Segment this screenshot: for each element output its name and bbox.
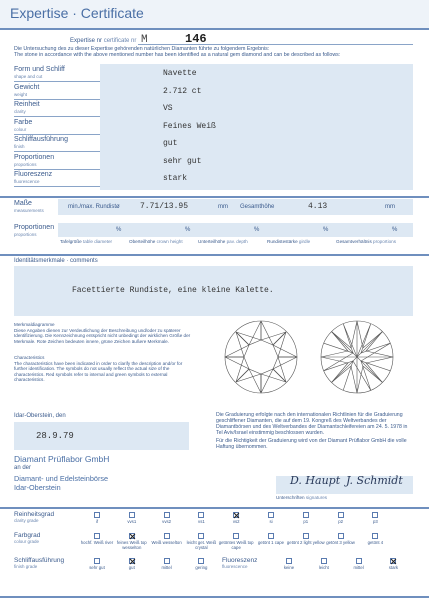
property-label: Proportionen: [14, 153, 55, 161]
grade-label: getönt 1 cape: [257, 540, 285, 545]
grading-note-1: Die Graduierung erfolgte nach den internationalen Richtlinien für die Graduierung geschliffener Diamanten, die auf dem 19. Kongreß des Weltverbandes der Diamantbörsen und des Weltverbandes der Diamantschleifereien am 24. 5. 1978 in Tel Aviv/Israel einstimmig beschlossen wurden.: [216, 412, 408, 436]
property-value: gut: [163, 139, 178, 148]
scale-sublabel: finish grade: [14, 564, 38, 569]
grade-label: vvs1: [127, 519, 137, 524]
diagram-notes-title-de: Merkmaldiagramme: [14, 322, 55, 327]
property-sublabel: proportions: [14, 161, 37, 167]
grade-checkbox: [164, 512, 170, 518]
identification-title: Identitätsmerkmale · comments: [14, 258, 98, 264]
grade-checkbox: [321, 558, 327, 564]
grade-checkbox: [129, 558, 135, 564]
grade-label: if: [95, 519, 99, 524]
grade-checkbox: [233, 533, 239, 539]
grade-label: keine: [283, 565, 295, 570]
measurements-sub: measurements: [14, 208, 44, 213]
crown-view-diagram: [222, 318, 300, 396]
proportion-field-caption: Gesamtverhältnis proportions: [336, 239, 397, 244]
grade-checkbox: [268, 533, 274, 539]
lab-line2: an der: [14, 465, 32, 471]
pavilion-view-diagram: [318, 318, 396, 396]
proportion-field-caption: Rundistestärke girdle: [267, 239, 311, 244]
proportion-field-caption: Tafelgröße table diameter: [60, 239, 113, 244]
proportions-row-sub: proportions: [14, 232, 37, 237]
percent-sign: %: [185, 227, 191, 233]
scale-sublabel: clarity grade: [14, 518, 39, 523]
certificate-nr-label: Expertise nr certificate nr: [70, 38, 137, 44]
grade-label: leicht: [318, 565, 329, 570]
scale-label: Fluoreszenz: [222, 557, 258, 564]
property-value: Navette: [163, 69, 197, 78]
intro-en: The stone in accordance with the above mentioned number has been identified as a natural gem diamond and can be described as follows:: [14, 52, 341, 58]
measurements-label: Maße: [14, 200, 32, 207]
percent-sign: %: [392, 227, 398, 233]
grade-label: gut: [128, 565, 135, 570]
proportions-row-panel: [58, 223, 413, 237]
property-label: Fluoreszenz: [14, 171, 53, 178]
property-value: sehr gut: [163, 156, 202, 166]
grade-checkbox: [303, 533, 309, 539]
signature-1: D. Haupt: [290, 474, 341, 487]
grade-checkbox: [303, 512, 309, 518]
properties-panel: [100, 64, 413, 190]
grade-label: sehr gut: [89, 565, 105, 570]
grade-label: p3: [373, 519, 378, 524]
grade-label: si: [269, 519, 273, 524]
grade-label: getönt 2 light yellow: [286, 540, 325, 545]
grade-checkbox: [198, 512, 204, 518]
scale-label: Schliffausführung: [14, 557, 65, 564]
diagram-notes-title-en: Characteristics: [14, 355, 45, 360]
grade-label: feines Weiß top wesselton: [116, 540, 147, 550]
lab-line3: Diamant- und Edelsteinbörse: [14, 474, 109, 483]
grade-checkbox: [286, 558, 292, 564]
property-label: Farbe: [14, 118, 33, 126]
grade-label: leicht get. Weiß crystal: [186, 540, 217, 550]
grade-checkbox: [94, 558, 100, 564]
diameter-unit: mm: [218, 204, 228, 210]
grade-checkbox: [198, 533, 204, 539]
grade-checkbox: [198, 558, 204, 564]
grade-checkbox: [268, 512, 274, 518]
grade-label: gering: [195, 565, 208, 570]
certificate-nr-prefix: M: [141, 34, 148, 46]
grade-label: vvs2: [162, 519, 172, 524]
scale-sublabel: fluorescence: [222, 564, 248, 569]
proportion-field-caption: Unterteilhöhe pav. depth: [198, 239, 248, 244]
grade-label: mittel: [353, 565, 364, 570]
issue-date: 28.9.79: [36, 431, 74, 441]
grade-label: getöntes Weiß top cape: [218, 540, 254, 550]
grade-checkbox: [390, 558, 396, 564]
property-label: Gewicht: [14, 83, 40, 91]
property-sublabel: weight: [14, 91, 28, 97]
property-label: Reinheit: [14, 101, 40, 108]
grade-label: getönt 4: [367, 540, 384, 545]
property-value: VS: [163, 104, 173, 113]
grade-checkbox: [94, 512, 100, 518]
diameter-label: min./max. Rundistø: [68, 204, 120, 210]
grade-checkbox: [338, 533, 344, 539]
grade-checkbox: [164, 558, 170, 564]
lab-name: Diamant Prüflabor GmbH: [14, 454, 110, 464]
grade-checkbox: [94, 533, 100, 539]
property-sublabel: shape and cut: [14, 74, 43, 79]
place-label: Idar-Oberstein, den: [14, 413, 66, 419]
grade-label: p2: [338, 519, 343, 524]
grade-label: vs1: [198, 519, 205, 524]
property-value: 2.712 ct: [163, 86, 202, 96]
property-value: stark: [163, 174, 188, 183]
percent-sign: %: [254, 227, 260, 233]
grade-label: getönt 3 yellow: [326, 540, 355, 545]
proportion-field-caption: Oberteilhöhe crown height: [129, 239, 183, 244]
grading-note-2: Für die Richtigkeit der Graduierung wird von der Diamant Prüflabor GmbH die volle Haftung übernommen.: [216, 438, 407, 450]
grade-label: p1: [303, 519, 309, 524]
grade-label: hochf. Weiß river: [80, 540, 114, 545]
page-title: Expertise · Certificate: [10, 5, 144, 21]
diagram-notes-de: Diese Angaben dienen zur Verdeutlichung der Beschreibung und/oder zu späterer Identifizierung. Die Kennzeichnung entspricht nicht unbedingt der wirklichen Größe der Merkmale. Rote Zeichen bedeuten innere, grüne Zeichen äußere Merkmale.: [14, 328, 191, 344]
grade-label: stark: [388, 565, 399, 570]
diagram-notes-en: The characteristics have been indicated in order to clarify the description and/or for further identification. The symbols do not usually reflect the actual size of the characteristics. Red symbols refer to internal and green symbols to external characteristics.: [14, 361, 183, 383]
scale-label: Reinheitsgrad: [14, 511, 55, 518]
grade-label: mittel: [161, 565, 172, 570]
identification-text: Facettierte Rundiste, eine kleine Kalette.: [72, 286, 274, 295]
grade-checkbox: [372, 512, 378, 518]
height-unit: mm: [385, 204, 395, 210]
property-sublabel: clarity: [14, 109, 26, 114]
grade-checkbox: [338, 512, 344, 518]
property-sublabel: colour: [14, 126, 27, 132]
property-sublabel: fluorescence: [14, 179, 40, 184]
height-label: Gesamthöhe: [240, 204, 275, 210]
grade-checkbox: [164, 533, 170, 539]
scale-label: Farbgrad: [14, 532, 41, 539]
property-value: Feines Weiß: [163, 121, 216, 131]
height-value: 4.13: [308, 202, 328, 211]
proportions-row-label: Proportionen: [14, 224, 55, 231]
grade-label: Weiß wesselton: [151, 540, 182, 545]
property-label: Form und Schliff: [14, 66, 65, 73]
grade-label: vs2: [232, 519, 240, 524]
grade-checkbox: [356, 558, 362, 564]
property-sublabel: finish: [14, 144, 25, 149]
lab-line4: Idar-Oberstein: [14, 483, 61, 492]
scale-sublabel: colour grade: [14, 539, 40, 544]
grade-checkbox: [129, 533, 135, 539]
diameter-value: 7.71/13.95: [140, 202, 189, 211]
signature-2: J. Schmidt: [346, 474, 403, 487]
signatures-label: Unterschriften signatures: [276, 495, 328, 500]
percent-sign: %: [323, 227, 329, 233]
grade-checkbox: [372, 533, 378, 539]
certificate-nr-value: 146: [185, 32, 207, 46]
grade-checkbox: [129, 512, 135, 518]
percent-sign: %: [116, 227, 122, 233]
grade-checkbox: [233, 512, 239, 518]
property-label: Schliffausführung: [14, 136, 68, 143]
intro-de: Die Untersuchung des zu dieser Expertise gehörenden natürlichen Diamanten führte zu folgendem Ergebnis:: [14, 46, 270, 52]
